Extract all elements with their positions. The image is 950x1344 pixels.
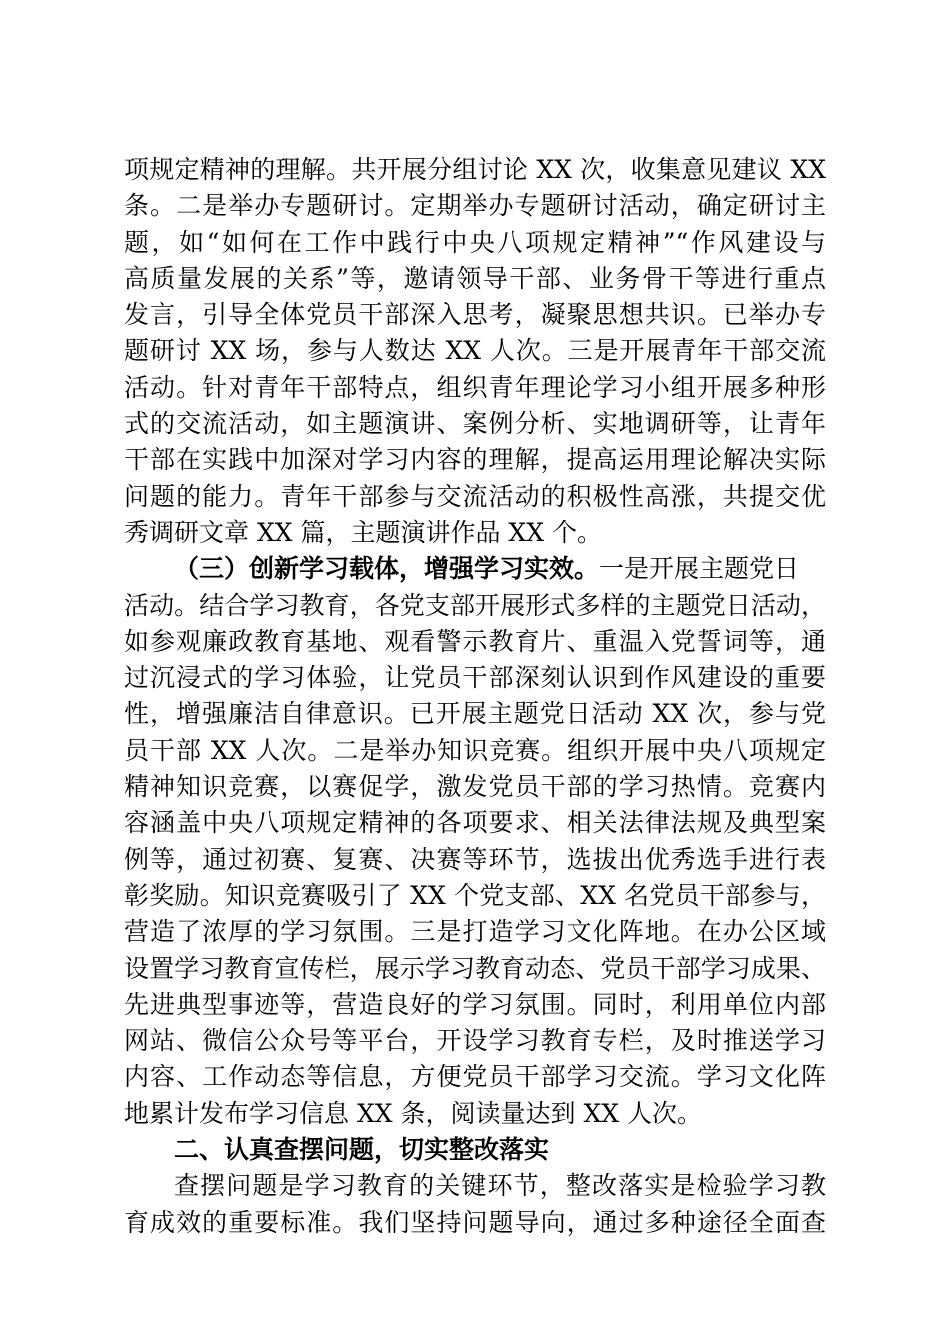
text-line: 员干部 XX 人次。二是举办知识竞赛。组织开展中央八项规定	[124, 735, 826, 765]
text-line: 网站、微信公众号等平台，开设学习教育专栏，及时推送学习	[124, 1026, 826, 1056]
paragraph-1	[124, 152, 826, 551]
text-line: 如参观廉政教育基地、观看警示教育片、重温入党誓词等，通	[124, 626, 826, 656]
text-line: 彰奖励。知识竞赛吸引了 XX 个党支部、XX 名党员干部参与，	[124, 880, 826, 910]
text-line: 条。二是举办专题研讨。定期举办专题研讨活动，确定研讨主	[124, 191, 826, 221]
text-line: 精神知识竞赛，以赛促学，激发党员干部的学习热情。竞赛内	[124, 772, 826, 802]
text-line: 育成效的重要标准。我们坚持问题导向，通过多种途径全面查	[124, 1207, 826, 1237]
paragraph-3	[124, 1168, 826, 1241]
text-line: 题研讨 XX 场，参与人数达 XX 人次。三是开展青年干部交流	[124, 336, 826, 366]
text-line: 例等，通过初赛、复赛、决赛等环节，选拔出优秀选手进行表	[124, 844, 826, 874]
text-line: 容涵盖中央八项规定精神的各项要求、相关法律法规及典型案	[124, 808, 826, 838]
text-line: 项规定精神的理解。共开展分组讨论 XX 次，收集意见建议 XX	[124, 155, 826, 184]
text-line: 题，如“如何在工作中践行中央八项规定精神”“作风建设与	[124, 227, 826, 257]
text-line: 高质量发展的关系”等，邀请领导干部、业务骨干等进行重点	[124, 263, 826, 293]
text-line	[124, 551, 826, 587]
subheading: （三）创新学习载体，增强学习实效。	[174, 554, 600, 584]
section-heading: 二、认真查摆问题，切实整改落实	[174, 1135, 550, 1165]
text-line: 秀调研文章 XX 篇，主题演讲作品 XX 个。	[124, 517, 602, 547]
text-line: 先进典型事迹等，营造良好的学习氛围。同时，利用单位内部	[124, 989, 826, 1019]
text-line: 活动。结合学习教育，各党支部开展形式多样的主题党日活动，	[124, 590, 826, 620]
text-line: 活动。针对青年干部特点，组织青年理论学习小组开展多种形	[124, 372, 826, 402]
paragraph-2	[124, 551, 826, 1132]
text-line: 过沉浸式的学习体验，让党员干部深刻认识到作风建设的重要	[124, 663, 826, 693]
text-line: 设置学习教育宣传栏，展示学习教育动态、党员干部学习成果、	[124, 953, 826, 983]
text-line: 问题的能力。青年干部参与交流活动的积极性高涨，共提交优	[124, 481, 826, 511]
text-line: 地累计发布学习信息 XX 条，阅读量达到 XX 人次。	[124, 1098, 702, 1128]
text-line: 干部在实践中加深对学习内容的理解，提高运用理论解决实际	[124, 445, 826, 475]
text-line: 营造了浓厚的学习氛围。三是打造学习文化阵地。在办公区域	[124, 917, 826, 947]
subheading-rest: 一是开展主题党日	[599, 554, 800, 584]
text-line: 查摆问题是学习教育的关键环节，整改落实是检验学习教	[174, 1171, 826, 1201]
text-line: 性，增强廉洁自律意识。已开展主题党日活动 XX 次，参与党	[124, 699, 826, 729]
text-line: 发言，引导全体党员干部深入思考，凝聚思想共识。已举办专	[124, 300, 826, 330]
document-body	[124, 152, 826, 1241]
text-line: 式的交流活动，如主题演讲、案例分析、实地调研等，让青年	[124, 409, 826, 439]
text-line: 内容、工作动态等信息，方便党员干部学习交流。学习文化阵	[124, 1062, 826, 1092]
